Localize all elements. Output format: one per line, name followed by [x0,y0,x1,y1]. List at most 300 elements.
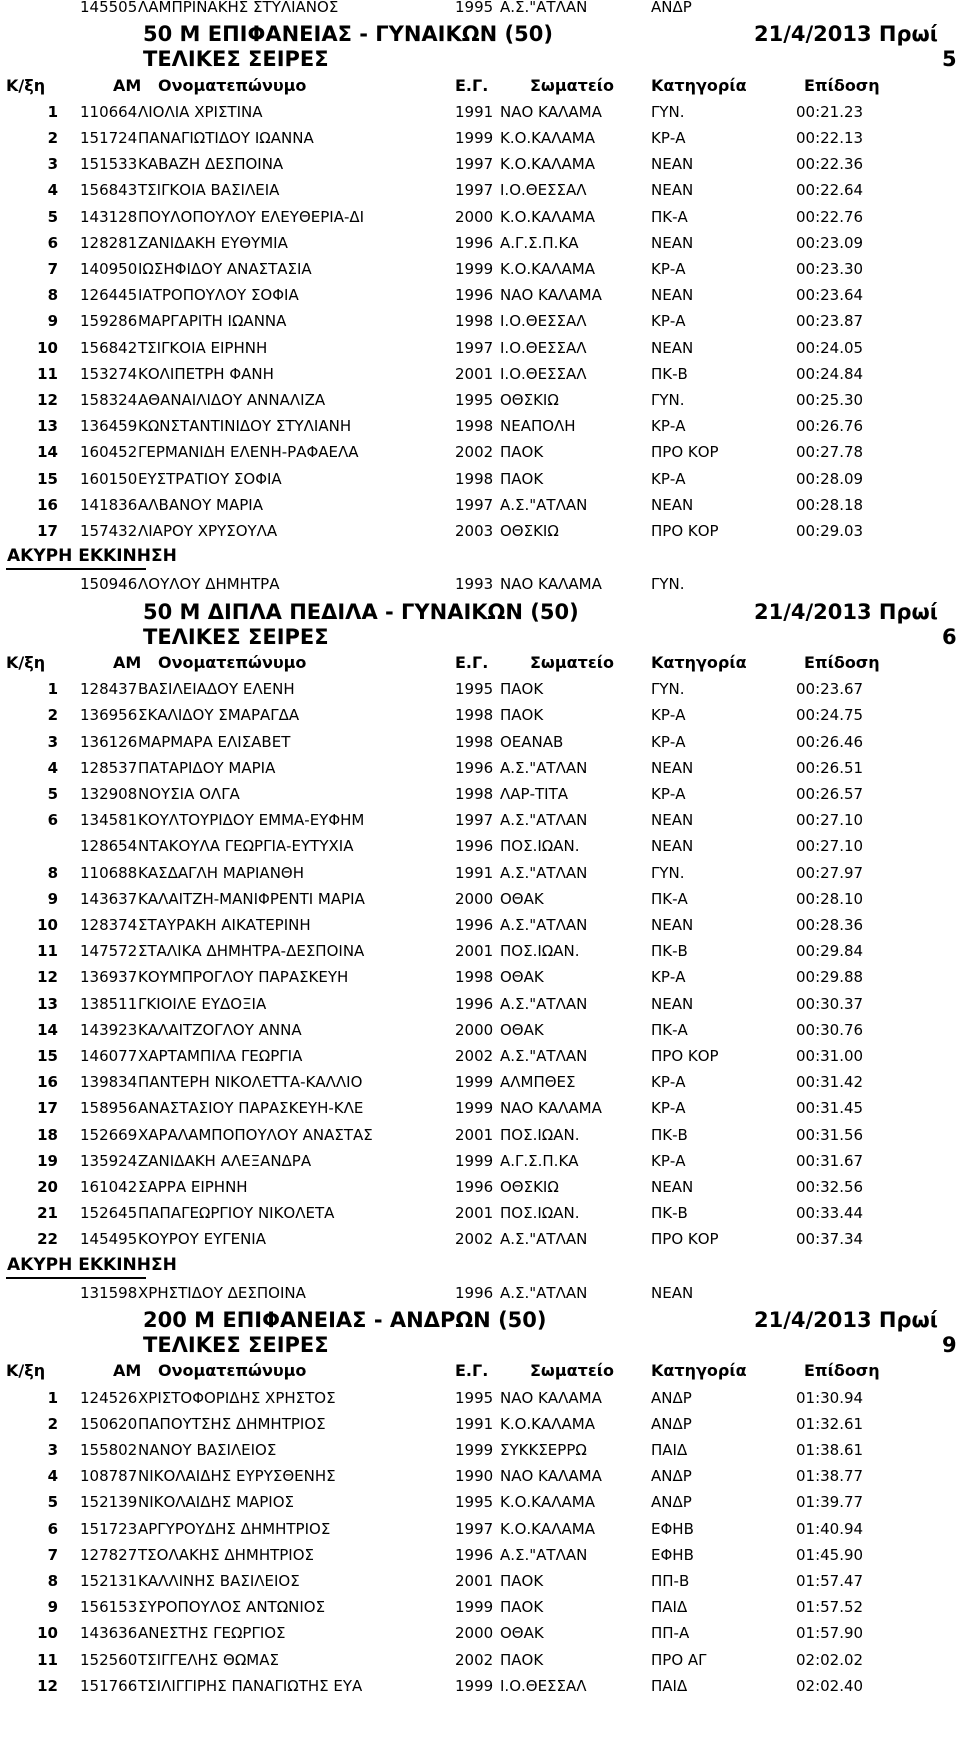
name-cell: ΚΑΛΑΙΤΖΗ-ΜΑΝΙΦΡΕΝΤΙ ΜΑΡΙΑ [138,889,365,908]
category-cell: ΠΠ-Β [651,1572,690,1590]
position-cell: 4 [47,181,58,200]
am-cell: 150620 [80,1414,138,1433]
result-row [0,964,960,990]
club-cell: ΠΑΟΚ [500,1572,544,1590]
name-cell: ΝΙΚΟΛΑΙΔΗΣ ΕΥΡΥΣΘΕΝΗΣ [138,1467,336,1486]
category-cell: ΠΡΟ ΑΓ [651,1650,707,1669]
am-cell: 110688 [80,863,138,882]
position-cell: 17 [37,522,58,540]
club-cell: Α.Σ."ΑΤΛΑΝ [500,758,588,777]
time-cell: 00:29.84 [796,942,864,961]
position-cell: 8 [47,286,58,305]
am-cell: 143923 [80,1020,138,1039]
category-cell: ΚΡ-Α [651,469,686,488]
category-cell: ΚΡ-Α [651,1073,686,1092]
category-cell: ΝΕΑΝ [651,811,694,830]
time-cell: 00:25.30 [796,391,864,409]
club-cell: Ι.Ο.ΘΕΣΣΑΛ [500,364,587,383]
header-name: Ονοματεπώνυμο [158,653,307,672]
am-cell: 136956 [80,706,138,725]
position-cell: 22 [37,1230,58,1249]
club-cell: ΝΑΟ ΚΑΛΑΜΑ [500,1467,602,1486]
club-cell: ΠΑΟΚ [500,680,544,699]
header-name: Ονοματεπώνυμο [158,1361,307,1381]
category-cell: ΠΡΟ ΚΟΡ [651,1230,719,1249]
club-cell: ΣΥΚΚΣΕΡΡΩ [500,1441,587,1459]
time-cell: 00:30.76 [796,1020,864,1039]
name-cell: ΠΑΠΑΓΕΩΡΓΙΟΥ ΝΙΚΟΛΕΤΑ [138,1204,335,1223]
name-cell: ΧΡΙΣΤΟΦΟΡΙΔΗΣ ΧΡΗΣΤΟΣ [138,1388,336,1407]
time-cell: 01:45.90 [796,1545,864,1564]
name-cell: ΣΤΑΛΙΚΑ ΔΗΜΗΤΡΑ-ΔΕΣΠΟΙΝΑ [138,942,365,961]
time-cell: 00:21.23 [796,102,864,121]
result-row [0,466,960,492]
category-cell: ΓΥΝ. [651,102,685,121]
header-time: Επίδοση [804,1361,880,1381]
am-cell: 156842 [80,338,138,357]
birth-year-cell: 2001 [455,364,494,383]
position-cell: 11 [37,364,58,383]
birth-year-cell: 1997 [455,495,494,514]
name-cell: ΚΟΥΛΤΟΥΡΙΔΟΥ ΕΜΜΑ-ΕΥΦΗΜ [138,811,365,830]
result-row [0,571,960,597]
name-cell: ΑΝΕΣΤΗΣ ΓΕΩΡΓΙΟΣ [138,1624,286,1643]
result-row [0,755,960,781]
name-cell: ΧΑΡΤΑΜΠΙΛΑ ΓΕΩΡΓΙΑ [138,1047,303,1065]
time-cell: 00:23.30 [796,260,864,278]
position-cell: 10 [37,338,58,357]
category-cell: ΚΡ-Α [651,1099,686,1118]
position-cell: 2 [47,1414,58,1433]
birth-year-cell: 1999 [455,1441,494,1459]
am-cell: 150946 [80,575,138,594]
time-cell: 00:26.57 [796,785,864,803]
header-pos: Κ/ξη [6,653,46,672]
club-cell: ΟΘΣΚΙΩ [500,1178,559,1196]
result-row [0,1594,960,1620]
birth-year-cell: 1998 [455,469,494,488]
club-cell: Α.Σ."ΑΤΛΑΝ [500,495,588,514]
name-cell: ΤΣΟΛΑΚΗΣ ΔΗΜΗΤΡΙΟΣ [138,1545,315,1564]
position-cell: 2 [47,706,58,725]
category-cell: ΚΡ-Α [651,706,686,725]
position-cell: 10 [37,1624,58,1643]
header-year: Ε.Γ. [455,653,489,672]
category-cell: ΠΚ-Α [651,1020,688,1039]
name-cell: ΤΣΙΓΚΟΙΑ ΕΙΡΗΝΗ [138,338,268,357]
time-cell: 00:23.09 [796,233,864,252]
position-cell: 11 [37,942,58,961]
dns-underline [6,568,146,570]
club-cell: ΠΑΟΚ [500,443,544,462]
header-time: Επίδοση [804,75,880,95]
category-cell: ΠΚ-Β [651,1204,688,1223]
time-cell: 00:24.05 [796,338,864,357]
name-cell: ΧΡΗΣΤΙΔΟΥ ΔΕΣΠΟΙΝΑ [138,1283,306,1302]
club-cell: ΠΑΟΚ [500,469,544,488]
position-cell: 3 [47,155,58,174]
category-cell: ΝΕΑΝ [651,837,694,856]
result-row [0,1542,960,1568]
club-cell: ΟΘΑΚ [500,1624,544,1643]
am-cell: 127827 [80,1545,138,1564]
birth-year-cell: 1998 [455,732,494,751]
result-row [0,439,960,465]
result-row [0,492,960,518]
time-cell: 00:29.88 [796,968,864,987]
am-cell: 145495 [80,1230,138,1249]
time-cell: 01:40.94 [796,1519,864,1538]
position-cell: 1 [47,1388,58,1407]
name-cell: ΜΑΡΓΑΡΙΤΗ ΙΩΑΝΝΑ [138,312,287,331]
category-cell: ΠΚ-Β [651,364,688,383]
category-cell: ΝΕΑΝ [651,181,694,200]
name-cell: ΛΙΟΛΙΑ ΧΡΙΣΤΙΝΑ [138,102,263,121]
event-number: 5 [942,47,957,72]
name-cell: ΕΥΣΤΡΑΤΙΟΥ ΣΟΦΙΑ [138,469,282,488]
name-cell: ΠΟΥΛΟΠΟΥΛΟΥ ΕΛΕΥΘΕΡΙΑ-ΔΙ [138,207,365,226]
category-cell: ΠΚ-Β [651,942,688,961]
birth-year-cell: 2001 [455,1572,494,1590]
result-row [0,1226,960,1252]
am-cell: 134581 [80,811,138,830]
position-cell: 4 [47,758,58,777]
result-row [0,125,960,151]
category-cell: ΠΑΙΔ [651,1676,688,1695]
result-row [0,781,960,807]
birth-year-cell: 1998 [455,706,494,725]
club-cell: Κ.Ο.ΚΑΛΑΜΑ [500,207,596,226]
am-cell: 132908 [80,785,138,803]
club-cell: Κ.Ο.ΚΑΛΑΜΑ [500,1414,596,1433]
name-cell: ΙΩΣΗΦΙΔΟΥ ΑΝΑΣΤΑΣΙΑ [138,260,312,278]
club-cell: Α.Σ."ΑΤΛΑΝ [500,994,588,1013]
club-cell: Α.Σ."ΑΤΛΑΝ [500,916,588,934]
header-am: ΑΜ [113,1361,142,1381]
position-cell: 13 [37,994,58,1013]
am-cell: 146077 [80,1047,138,1065]
name-cell: ΚΟΥΜΠΡΟΓΛΟΥ ΠΑΡΑΣΚΕΥΗ [138,968,349,987]
category-cell: ΓΥΝ. [651,575,685,594]
category-cell: ΚΡ-Α [651,312,686,331]
category-cell: ΑΝΔΡ [651,0,692,16]
time-cell: 00:26.46 [796,732,864,751]
am-cell: 147572 [80,942,138,961]
name-cell: ΚΩΝΣΤΑΝΤΙΝΙΔΟΥ ΣΤΥΛΙΑΝΗ [138,417,352,436]
column-header [0,1358,960,1384]
result-row [0,177,960,203]
club-cell: ΝΑΟ ΚΑΛΑΜΑ [500,1388,602,1407]
time-cell: 01:32.61 [796,1414,864,1433]
club-cell: ΟΘΣΚΙΩ [500,522,559,540]
birth-year-cell: 1991 [455,1414,494,1433]
time-cell: 00:23.67 [796,680,864,699]
result-row [0,860,960,886]
category-cell: ΚΡ-Α [651,1151,686,1170]
result-row [0,1385,960,1411]
am-cell: 160452 [80,443,138,462]
am-cell: 159286 [80,312,138,331]
result-row [0,1437,960,1463]
position-cell: 9 [47,312,58,331]
name-cell: ΤΣΙΛΙΓΓΙΡΗΣ ΠΑΝΑΓΙΩΤΗΣ ΕΥΑ [138,1676,363,1695]
result-row [0,282,960,308]
position-cell: 3 [47,1441,58,1459]
position-cell: 12 [37,391,58,409]
club-cell: ΝΑΟ ΚΑΛΑΜΑ [500,286,602,305]
time-cell: 00:28.36 [796,916,864,934]
event-title: 200 Μ ΕΠΙΦΑΝΕΙΑΣ - ΑΝΔΡΩΝ (50) [143,1308,547,1332]
name-cell: ΛΑΜΠΡΙΝΑΚΗΣ ΣΤΥΛΙΑΝΟΣ [138,0,339,16]
event-date: 21/4/2013 Πρωί [754,1308,938,1332]
result-row [0,204,960,230]
birth-year-cell: 1997 [455,338,494,357]
am-cell: 138511 [80,994,138,1013]
result-row [0,1174,960,1200]
header-time: Επίδοση [804,653,880,672]
category-cell: ΠΑΙΔ [651,1441,688,1459]
name-cell: ΑΡΓΥΡΟΥΔΗΣ ΔΗΜΗΤΡΙΟΣ [138,1519,331,1538]
name-cell: ΑΘΑΝΑΙΛΙΔΟΥ ΑΝΝΑΛΙΖΑ [138,391,326,409]
time-cell: 00:26.51 [796,758,864,777]
header-year: Ε.Γ. [455,1361,489,1381]
am-cell: 156153 [80,1598,138,1617]
birth-year-cell: 1995 [455,1493,494,1512]
position-cell: 10 [37,916,58,934]
position-cell: 1 [47,680,58,699]
am-cell: 151766 [80,1676,138,1695]
name-cell: ΛΟΥΛΟΥ ΔΗΜΗΤΡΑ [138,575,280,594]
time-cell: 00:23.87 [796,312,864,331]
result-row [0,938,960,964]
time-cell: 00:28.10 [796,889,864,908]
result-row [0,676,960,702]
category-cell: ΝΕΑΝ [651,233,694,252]
result-row [0,1148,960,1174]
name-cell: ΒΑΣΙΛΕΙΑΔΟΥ ΕΛΕΝΗ [138,680,295,699]
header-pos: Κ/ξη [6,1361,46,1381]
name-cell: ΣΑΡΡΑ ΕΙΡΗΝΗ [138,1178,248,1196]
position-cell: 13 [37,417,58,436]
result-row [0,1095,960,1121]
am-cell: 131598 [80,1283,138,1302]
club-cell: ΠΑΟΚ [500,1598,544,1617]
am-cell: 155802 [80,1441,138,1459]
birth-year-cell: 1998 [455,417,494,436]
category-cell: ΚΡ-Α [651,968,686,987]
name-cell: ΙΑΤΡΟΠΟΥΛΟΥ ΣΟΦΙΑ [138,286,299,305]
time-cell: 01:57.47 [796,1572,864,1590]
position-cell: 8 [47,863,58,882]
category-cell: ΠΚ-Β [651,1125,688,1144]
result-row [0,1017,960,1043]
position-cell: 6 [47,233,58,252]
result-row [0,518,960,544]
name-cell: ΑΛΒΑΝΟΥ ΜΑΡΙΑ [138,495,263,514]
time-cell: 01:30.94 [796,1388,864,1407]
position-cell: 17 [37,1099,58,1118]
result-row [0,886,960,912]
result-row [0,413,960,439]
header-year: Ε.Γ. [455,75,489,95]
birth-year-cell: 1998 [455,968,494,987]
am-cell: 152669 [80,1125,138,1144]
position-cell: 21 [37,1204,58,1223]
time-cell: 00:32.56 [796,1178,864,1196]
am-cell: 161042 [80,1178,138,1196]
position-cell: 18 [37,1125,58,1144]
header-pos: Κ/ξη [6,75,46,95]
position-cell: 5 [47,1493,58,1512]
birth-year-cell: 1996 [455,1178,494,1196]
time-cell: 01:38.61 [796,1441,864,1459]
category-cell: ΚΡ-Α [651,785,686,803]
birth-year-cell: 1999 [455,1073,494,1092]
result-row [0,151,960,177]
birth-year-cell: 1991 [455,102,494,121]
result-row [0,230,960,256]
position-cell: 14 [37,443,58,462]
result-row [0,1516,960,1542]
name-cell: ΛΙΑΡΟΥ ΧΡΥΣΟΥΛΑ [138,522,278,540]
club-cell: Ι.Ο.ΘΕΣΣΑΛ [500,312,587,331]
time-cell: 00:23.64 [796,286,864,305]
result-row [0,0,960,20]
club-cell: Α.Σ."ΑΤΛΑΝ [500,0,588,16]
am-cell: 151533 [80,155,138,174]
time-cell: 00:22.13 [796,129,864,147]
position-cell: 14 [37,1020,58,1039]
position-cell: 8 [47,1572,58,1590]
am-cell: 153274 [80,364,138,383]
category-cell: ΠΚ-Α [651,207,688,226]
result-row [0,1463,960,1489]
position-cell: 5 [47,207,58,226]
result-row [0,256,960,282]
birth-year-cell: 1996 [455,837,494,856]
time-cell: 00:27.10 [796,837,864,856]
category-cell: ΝΕΑΝ [651,1178,694,1196]
birth-year-cell: 1999 [455,1598,494,1617]
birth-year-cell: 2002 [455,1047,494,1065]
am-cell: 157432 [80,522,138,540]
birth-year-cell: 1996 [455,233,494,252]
birth-year-cell: 1999 [455,1151,494,1170]
position-cell: 16 [37,1073,58,1092]
time-cell: 01:57.90 [796,1624,864,1643]
name-cell: ΖΑΝΙΔΑΚΗ ΑΛΕΞΑΝΔΡΑ [138,1151,312,1170]
category-cell: ΝΕΑΝ [651,994,694,1013]
category-cell: ΚΡ-Α [651,260,686,278]
event-subtitle: ΤΕΛΙΚΕΣ ΣΕΙΡΕΣ [143,624,329,649]
position-cell: 16 [37,495,58,514]
position-cell: 6 [47,1519,58,1538]
name-cell: ΣΥΡΟΠΟΥΛΟΣ ΑΝΤΩΝΙΟΣ [138,1598,326,1617]
club-cell: Ι.Ο.ΘΕΣΣΑΛ [500,181,587,200]
result-row [0,361,960,387]
time-cell: 02:02.40 [796,1676,864,1695]
result-row [0,1620,960,1646]
event-subtitle: ΤΕΛΙΚΕΣ ΣΕΙΡΕΣ [143,1333,329,1358]
birth-year-cell: 2003 [455,522,494,540]
time-cell: 00:27.97 [796,863,864,882]
club-cell: Α.Σ."ΑΤΛΑΝ [500,863,588,882]
event-date: 21/4/2013 Πρωί [754,22,938,47]
result-row [0,1200,960,1226]
event-number: 9 [942,1333,957,1358]
position-cell: 7 [47,260,58,278]
category-cell: ΑΝΔΡ [651,1467,692,1486]
birth-year-cell: 1996 [455,916,494,934]
name-cell: ΝΟΥΣΙΑ ΟΛΓΑ [138,785,240,803]
position-cell: 12 [37,1676,58,1695]
position-cell: 19 [37,1151,58,1170]
result-row [0,1122,960,1148]
position-cell: 5 [47,785,58,803]
category-cell: ΝΕΑΝ [651,286,694,305]
birth-year-cell: 1997 [455,811,494,830]
time-cell: 00:31.45 [796,1099,864,1118]
header-club: Σωματείο [530,75,614,95]
birth-year-cell: 1996 [455,758,494,777]
am-cell: 128654 [80,837,138,856]
header-am: ΑΜ [113,653,142,672]
position-cell: 2 [47,129,58,147]
column-header [0,650,960,676]
name-cell: ΧΑΡΑΛΑΜΠΟΠΟΥΛΟΥ ΑΝΑΣΤΑΣ [138,1125,373,1144]
event-subtitle: ΤΕΛΙΚΕΣ ΣΕΙΡΕΣ [143,47,329,72]
club-cell: ΝΑΟ ΚΑΛΑΜΑ [500,575,602,594]
birth-year-cell: 1996 [455,994,494,1013]
am-cell: 143637 [80,889,138,908]
birth-year-cell: 1997 [455,181,494,200]
am-cell: 136126 [80,732,138,751]
category-cell: ΓΥΝ. [651,863,685,882]
category-cell: ΚΡ-Α [651,417,686,436]
time-cell: 01:38.77 [796,1467,864,1486]
name-cell: ΓΚΙΟΙΛΕ ΕΥΔΟΞΙΑ [138,994,267,1013]
name-cell: ΠΑΝΑΓΙΩΤΙΔΟΥ ΙΩΑΝΝΑ [138,129,314,147]
club-cell: Α.Σ."ΑΤΛΑΝ [500,1545,588,1564]
am-cell: 110664 [80,102,138,121]
club-cell: ΛΑΡ-ΤΙΤΑ [500,785,568,803]
am-cell: 143128 [80,207,138,226]
am-cell: 126445 [80,286,138,305]
birth-year-cell: 1999 [455,260,494,278]
birth-year-cell: 1998 [455,785,494,803]
result-row [0,702,960,728]
time-cell: 00:22.36 [796,155,864,174]
am-cell: 128537 [80,758,138,777]
am-cell: 128374 [80,916,138,934]
category-cell: ΠΠ-Α [651,1624,690,1643]
club-cell: ΑΛΜΠΘΕΣ [500,1073,576,1092]
position-cell: 15 [37,1047,58,1065]
position-cell: 11 [37,1650,58,1669]
club-cell: ΠΑΟΚ [500,1650,544,1669]
club-cell: ΟΘΑΚ [500,968,544,987]
birth-year-cell: 1995 [455,680,494,699]
birth-year-cell: 1996 [455,1283,494,1302]
club-cell: Κ.Ο.ΚΑΛΑΜΑ [500,155,596,174]
name-cell: ΚΟΛΙΠΕΤΡΗ ΦΑΝΗ [138,364,274,383]
birth-year-cell: 1993 [455,575,494,594]
result-row [0,387,960,413]
name-cell: ΓΕΡΜΑΝΙΔΗ ΕΛΕΝΗ-ΡΑΦΑΕΛΑ [138,443,359,462]
name-cell: ΚΟΥΡΟΥ ΕΥΓΕΝΙΑ [138,1230,266,1249]
time-cell: 00:22.76 [796,207,864,226]
club-cell: Κ.Ο.ΚΑΛΑΜΑ [500,1493,596,1512]
